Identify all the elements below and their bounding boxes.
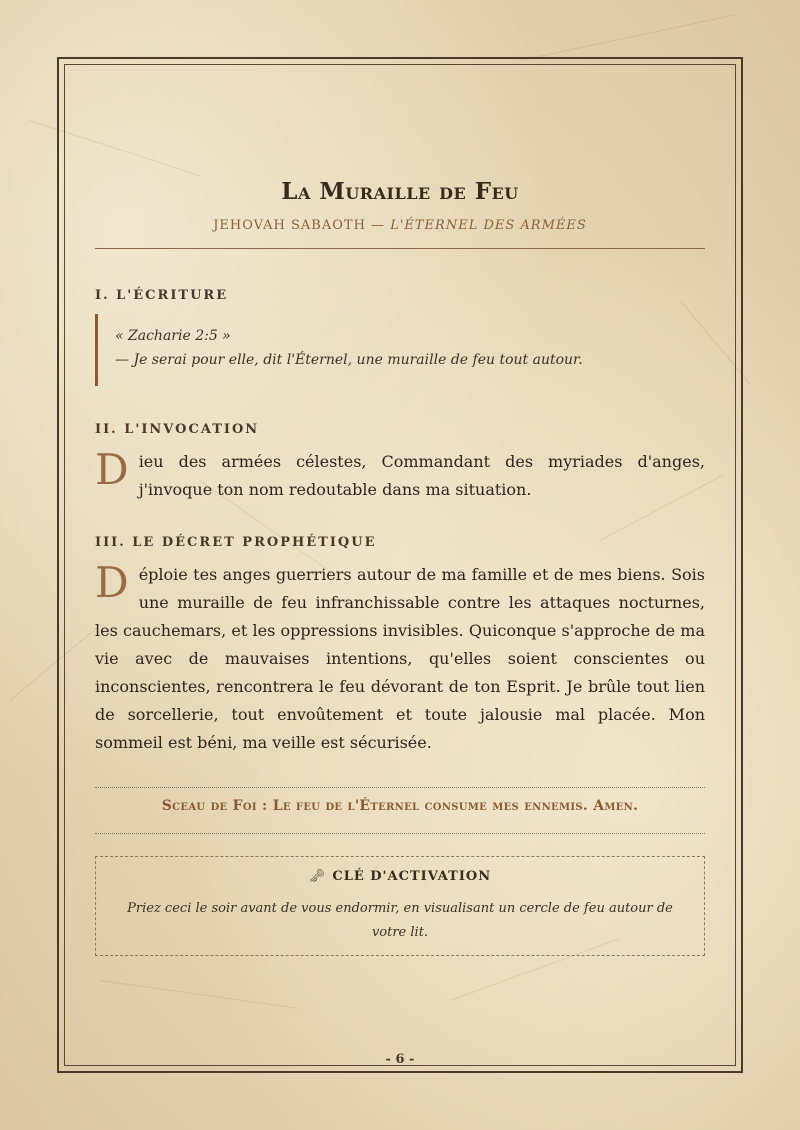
seal-divider-top [95, 787, 705, 788]
title-divider [95, 248, 705, 249]
dropcap-letter: D [95, 558, 129, 607]
activation-heading [96, 869, 704, 884]
invocation-paragraph [95, 445, 705, 504]
page-title: La Muraille de Feu [281, 178, 519, 205]
dropcap-letter: D [95, 445, 129, 494]
page-subtitle [95, 218, 705, 233]
activation-text: Priez ceci le soir avant de vous endormir, en visualisant un cercle de feu autour de votre lit. [127, 901, 673, 940]
section-heading-decree: III. LE DÉCRET PROPHÉTIQUE [95, 535, 377, 550]
scripture-verse: — Je serai pour elle, dit l'Éternel, une muraille de feu tout autour. [115, 352, 583, 368]
paper-texture [520, 14, 735, 61]
decree-text: éploie tes anges guerriers autour de ma famille et de mes biens. Sois une muraille de feu infranchissable contre les attaques nocturnes, les cauchemars, et les oppressions invisibles. Quiconque s'approche de ma vie avec de mauvaises intentions, qu'elles soient conscientes ou inconscientes, rencontrera le feu dévorant de ton Esprit. Je brûle tout lien de sorcellerie, tout envoûtement et toute jalousie mal placée. Mon sommeil est béni, ma veille est sécurisée. [95, 565, 705, 752]
seal-of-faith: Sceau de Foi : Le feu de l'Éternel consume mes ennemis. Amen. [161, 798, 639, 814]
section-heading-scripture: I. L'ÉCRITURE [95, 288, 229, 303]
scripture-quote [95, 314, 698, 386]
activation-title: CLÉ D'ACTIVATION [332, 869, 492, 884]
subtitle-emphasis: L'ÉTERNEL DES ARMÉES [390, 218, 587, 233]
subtitle-main: JEHOVAH SABAOTH — [213, 218, 391, 233]
seal-divider-bottom [95, 833, 705, 834]
key-icon: 🗝 [308, 869, 327, 884]
invocation-text: ieu des armées célestes, Commandant des myriades d'anges, j'invoque ton nom redoutable dans ma situation. [138, 452, 705, 499]
section-heading-invocation: II. L'INVOCATION [95, 422, 260, 437]
scripture-reference: « Zacharie 2:5 » [115, 328, 231, 344]
decree-paragraph [95, 558, 705, 757]
page-number: - 6 - [385, 1052, 415, 1067]
activation-box [95, 856, 705, 956]
